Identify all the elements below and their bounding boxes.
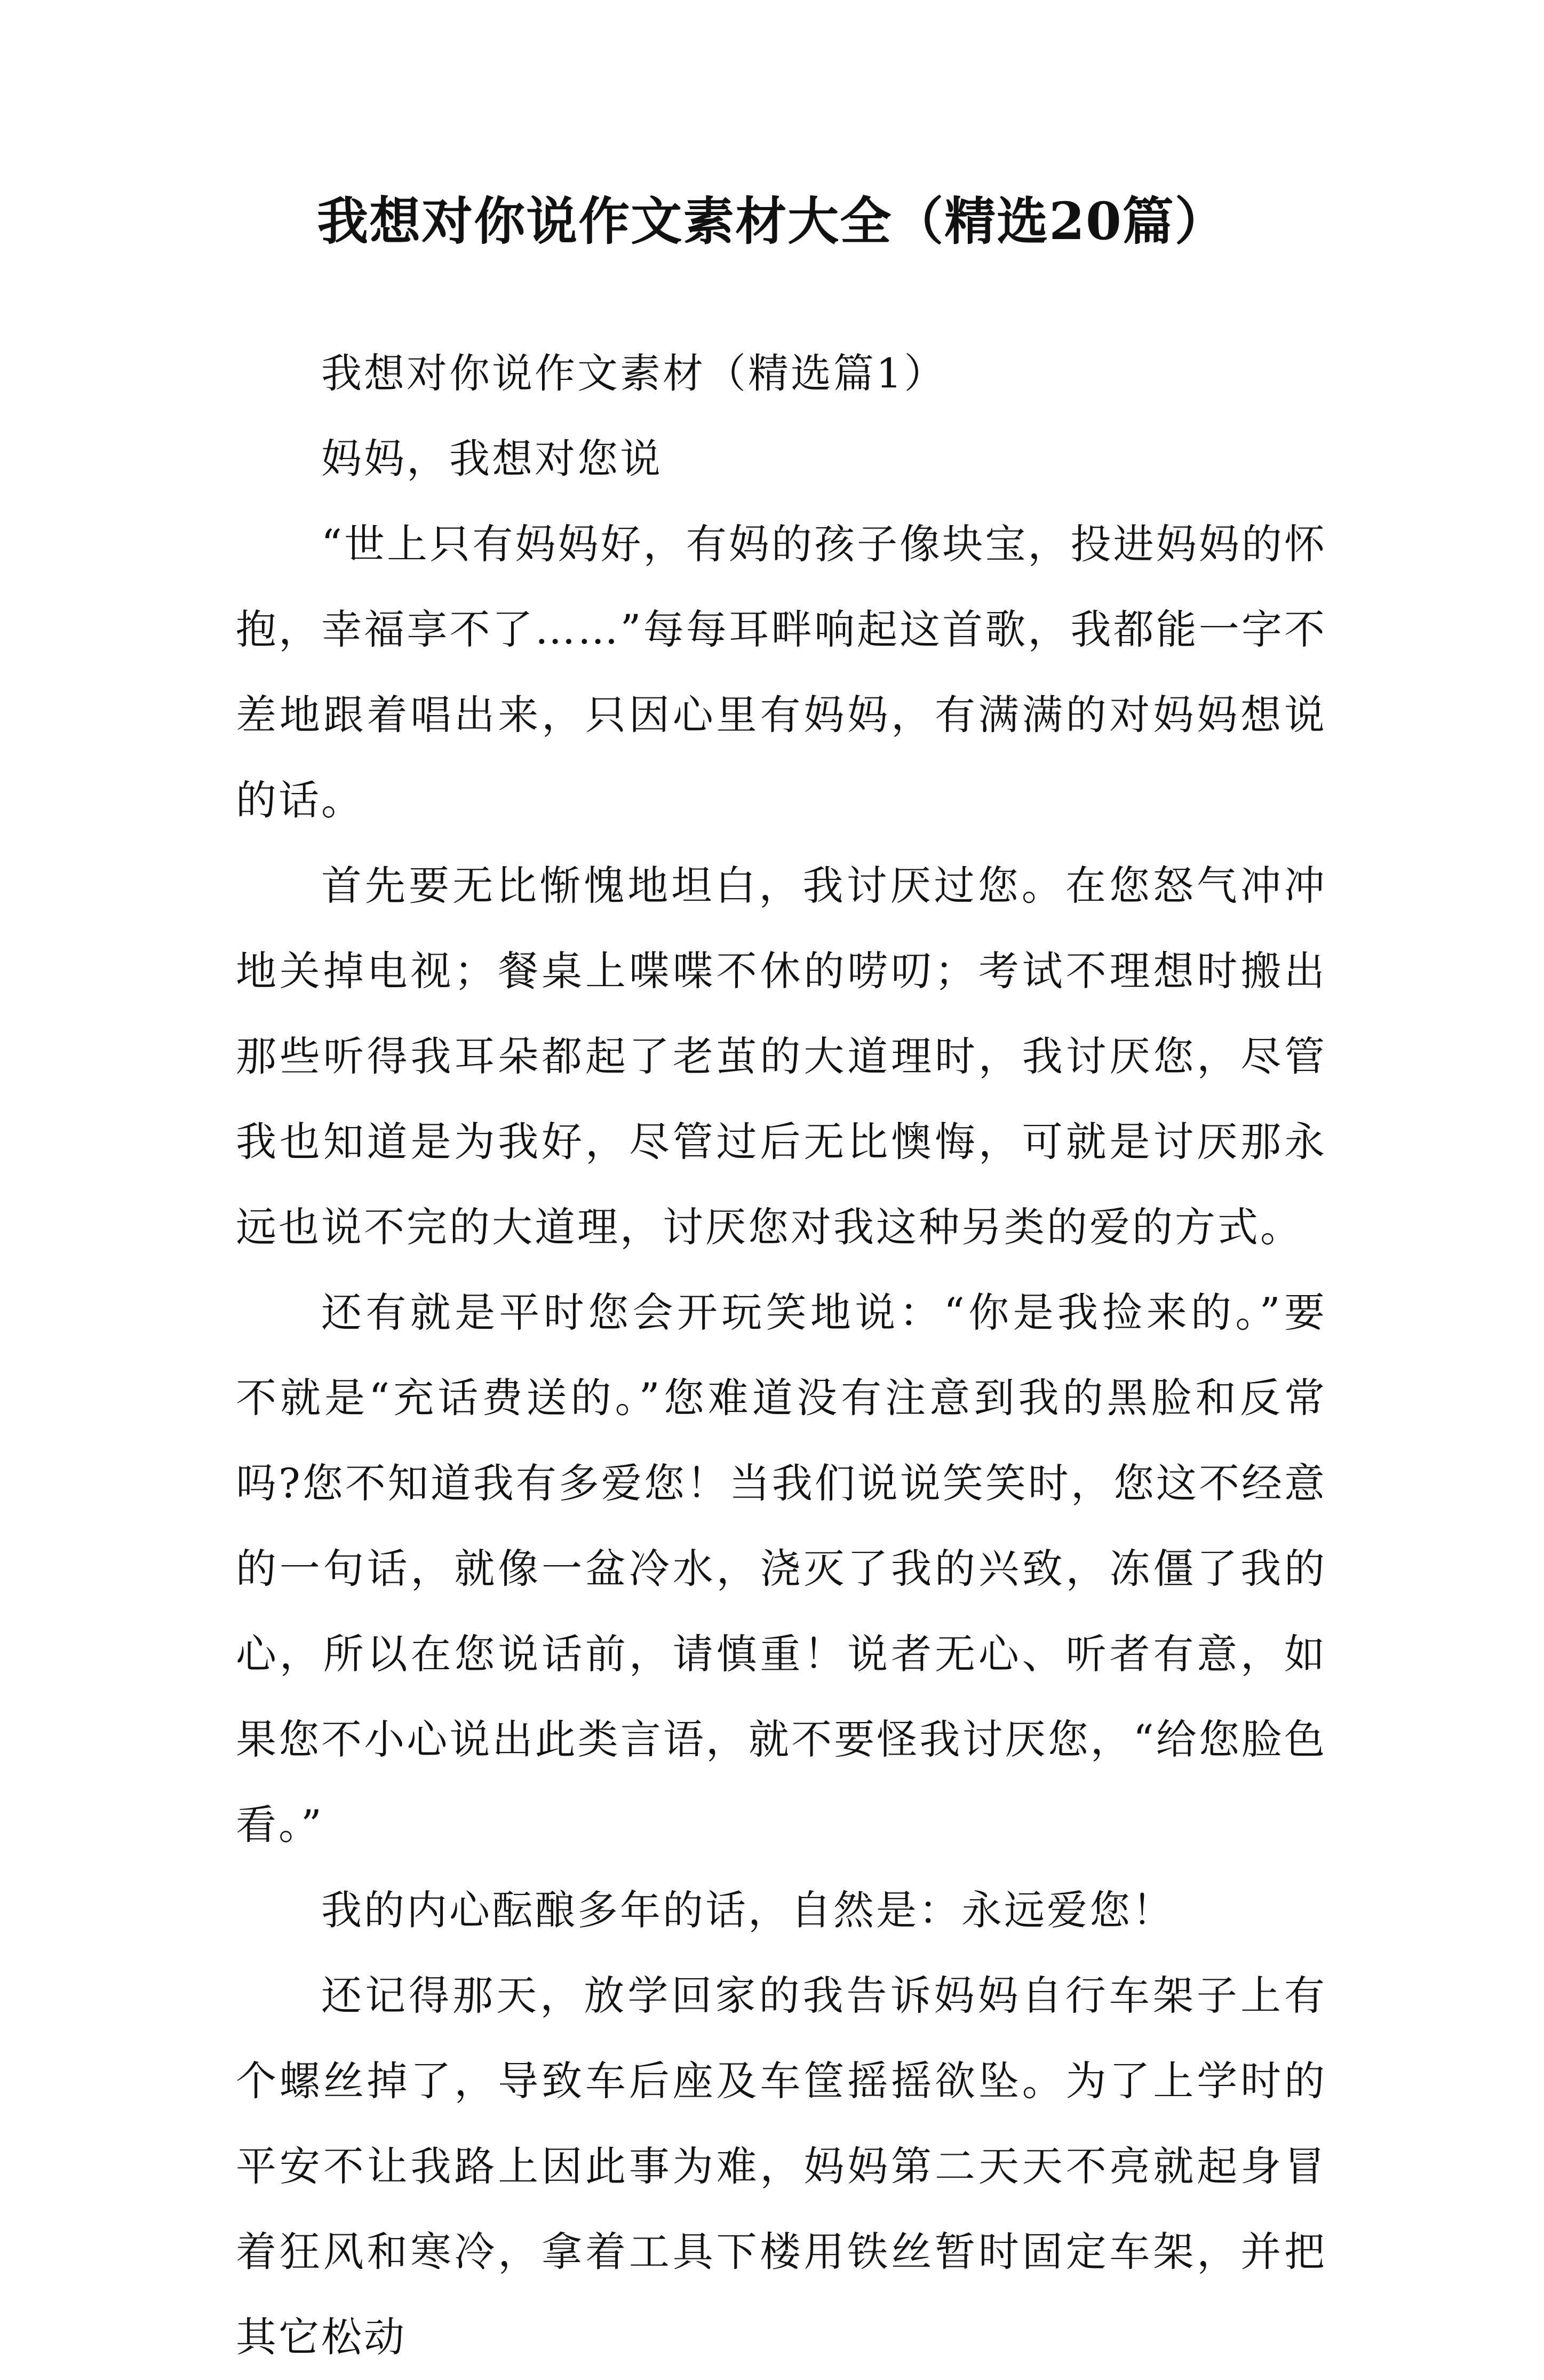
paragraph: 还有就是平时您会开玩笑地说：“你是我捡来的。”要不就是“充话费送的。”您难道没有注意到我的黑脸和反常吗?您不知道我有多爱您！当我们说说笑笑时，您这不经意的一句话，就像一盆冷水，浇灭了我的兴致，冻僵了我的心，所以在您说话前，请慎重！说者无心、听者有意，如果您不小心说出此类言语，就不要怪我讨厌您，“给您脸色看。” <box>236 1289 1327 1849</box>
paragraph: 还记得那天，放学回家的我告诉妈妈自行车架子上有个螺丝掉了，导致车后座及车筐摇摇欲坠。为了上学时的平安不让我路上因此事为难，妈妈第二天天不亮就起身冒着狂风和寒冷，拿着工具下楼用铁丝暂时固定车架，并把其它松动 <box>236 1972 1327 2361</box>
essay-subtitle: 妈妈，我想对您说 <box>321 435 663 482</box>
document-body <box>236 331 1327 2380</box>
paragraph: “世上只有妈妈好，有妈的孩子像块宝，投进妈妈的怀抱，幸福享不了……”每每耳畔响起这首歌，我都能一字不差地跟着唱出来，只因心里有妈妈，有满满的对妈妈想说的话。 <box>236 520 1327 824</box>
paragraph: 我的内心酝酿多年的话，自然是：永远爱您！ <box>321 1886 1175 1934</box>
paragraph: 首先要无比惭愧地坦白，我讨厌过您。在您怒气冲冲地关掉电视；餐桌上喋喋不休的唠叨；考试不理想时搬出那些听得我耳朵都起了老茧的大道理时，我讨厌您，尽管我也知道是为我好，尽管过后无比懊悔，可就是讨厌那永远也说不完的大道理，讨厌您对我这种另类的爱的方式。 <box>236 862 1327 1251</box>
document-title: 我想对你说作文素材大全（精选20篇） <box>317 191 1227 251</box>
section-heading: 我想对你说作文素材（精选篇1） <box>321 350 947 397</box>
